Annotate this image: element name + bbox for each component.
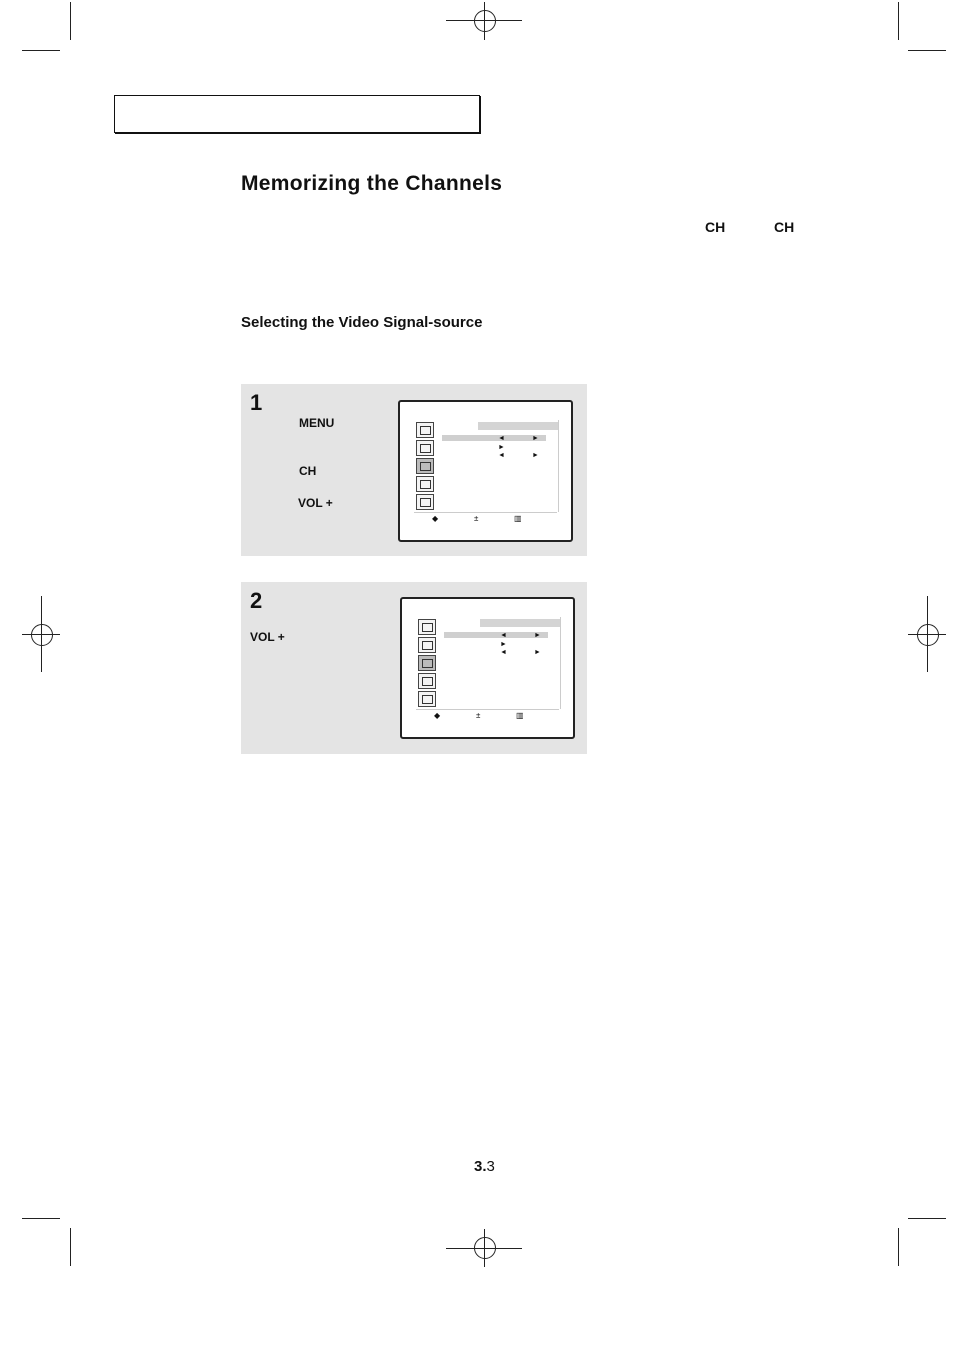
arrow-left-icon: ◄ xyxy=(498,435,505,442)
arrow-right-icon: ► xyxy=(498,444,505,451)
crop-mark xyxy=(22,50,60,51)
osd-footer xyxy=(416,709,559,722)
section-subtitle: Selecting the Video Signal-source xyxy=(241,314,483,331)
ch-label: CH xyxy=(774,219,795,235)
picture-icon xyxy=(416,422,434,438)
osd-menu xyxy=(416,617,559,721)
channel-icon xyxy=(418,655,436,671)
page-title: Memorizing the Channels xyxy=(241,172,503,195)
crop-mark xyxy=(898,1228,899,1266)
adjust-icon: ± xyxy=(476,711,481,720)
page-number-chapter: 3. xyxy=(474,1158,487,1175)
crop-mark xyxy=(70,1228,71,1266)
arrow-left-icon: ◄ xyxy=(500,649,507,656)
tv-screen-illustration xyxy=(398,400,573,542)
osd-list xyxy=(438,617,561,709)
step-key-label: VOL + xyxy=(298,496,333,510)
adjust-icon: ± xyxy=(474,514,479,523)
page-number xyxy=(474,1158,495,1175)
tv-screen-illustration xyxy=(400,597,575,739)
arrow-right-icon: ► xyxy=(532,452,539,459)
crop-mark xyxy=(22,1218,60,1219)
osd-footer xyxy=(414,512,557,525)
channel-icon xyxy=(416,458,434,474)
function-icon xyxy=(418,673,436,689)
header-box xyxy=(114,95,480,133)
arrow-left-icon: ◄ xyxy=(500,632,507,639)
arrow-right-icon: ► xyxy=(534,649,541,656)
osd-menu xyxy=(414,420,557,524)
ch-label: CH xyxy=(705,219,726,235)
step-panel-2 xyxy=(241,582,587,754)
arrow-right-icon: ► xyxy=(534,632,541,639)
sound-icon xyxy=(416,440,434,456)
step-number: 2 xyxy=(250,588,263,613)
crosshair-circle xyxy=(474,1237,496,1259)
crosshair-circle xyxy=(31,624,53,646)
step-number: 1 xyxy=(250,390,263,415)
crop-mark xyxy=(908,1218,946,1219)
step-key-label: CH xyxy=(299,464,317,478)
osd-icon-column xyxy=(414,420,434,512)
osd-list xyxy=(436,420,559,512)
arrow-right-icon: ► xyxy=(500,641,507,648)
setup-icon xyxy=(418,691,436,707)
osd-icon-column xyxy=(416,617,436,709)
arrow-right-icon: ► xyxy=(532,435,539,442)
move-icon: ◆ xyxy=(432,514,439,523)
function-icon xyxy=(416,476,434,492)
menu-icon: ▥ xyxy=(516,711,524,720)
menu-icon: ▥ xyxy=(514,514,522,523)
crosshair-circle xyxy=(917,624,939,646)
osd-highlight-row xyxy=(444,632,548,638)
move-icon: ◆ xyxy=(434,711,441,720)
osd-highlight-row xyxy=(442,435,546,441)
sound-icon xyxy=(418,637,436,653)
setup-icon xyxy=(416,494,434,510)
step-panel-1 xyxy=(241,384,587,556)
step-key-label: MENU xyxy=(299,416,335,430)
crosshair-circle xyxy=(474,10,496,32)
page-number-page: 3 xyxy=(486,1158,495,1175)
crop-mark xyxy=(898,2,899,40)
step-key-label: VOL + xyxy=(250,630,285,644)
crop-mark xyxy=(908,50,946,51)
arrow-left-icon: ◄ xyxy=(498,452,505,459)
crop-mark xyxy=(70,2,71,40)
picture-icon xyxy=(418,619,436,635)
